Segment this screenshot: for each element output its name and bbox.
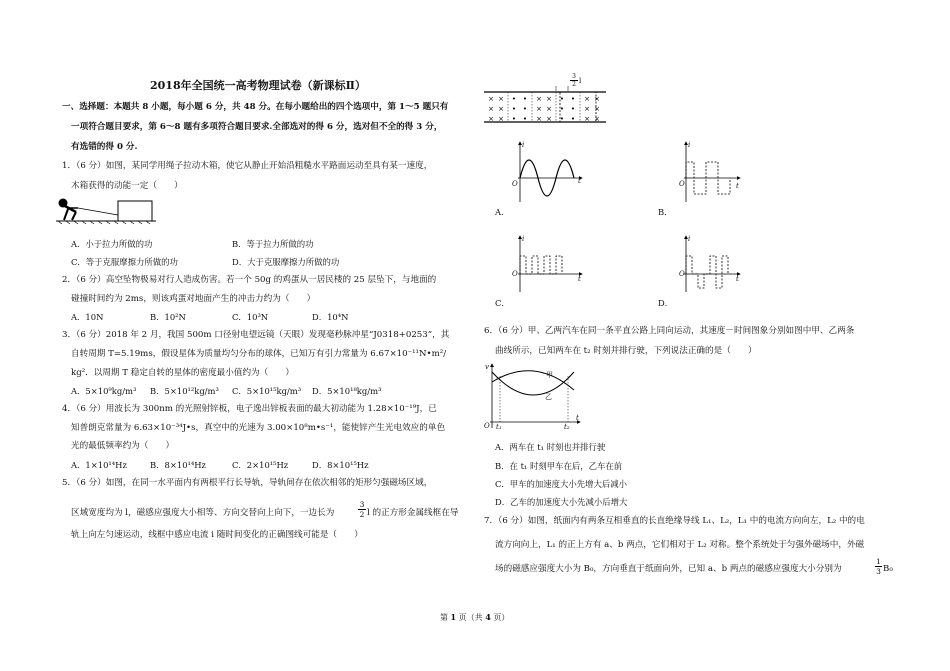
q3-line2: 自转周期 T=5.19ms，假设星体为质量均匀分布的球体，已知万有引力常量为 6.67×10⁻¹¹N•m²/ [71,349,447,359]
square-loop-icon [560,92,596,122]
q6-label-yi: 乙 [545,393,552,401]
graph-d-origin: O [679,270,685,278]
field-fraction-den: 2 [572,81,576,88]
q1-option-d: D．大于克服摩擦力所做的功 [232,257,340,267]
q1-line1: 1．（6 分）如图，某同学用绳子拉动木箱，使它从静止开始沿粗糙水平路面运动至具有某一速度， [62,161,433,171]
svg-text:×: × [546,105,552,113]
svg-text:×: × [488,105,494,113]
svg-text:×: × [498,105,504,113]
q6-axis-t: t [576,414,579,422]
svg-text:×: × [546,115,552,123]
q3-option-a: A．5×10⁹kg/m³ [71,386,137,396]
q6-option-a: A．两车在 t₁ 时刻也并排行驶 [495,442,606,452]
q3-option-b: B．5×10¹²kg/m³ [150,386,219,396]
svg-text:•: • [570,105,576,113]
q3-option-c: C．5×10¹⁵kg/m³ [232,386,302,396]
section1-line1: 一、选择题：本题共 8 小题，每小题 6 分，共 48 分。在每小题给出的四个选项中，第 1～5 题只有 [62,102,449,112]
svg-text:•: • [511,105,517,113]
q5-graph-d [676,234,742,294]
svg-text:×: × [546,95,552,103]
q6-line1: 6．（6 分）甲、乙两汽车在同一条平直公路上同向运动，其速度－时间图象分别如图中甲、乙两条 [484,326,855,336]
field-fraction-num: 3 [570,73,578,81]
graph-a-i-label: i [522,141,525,149]
jia-curve [492,371,574,390]
svg-text:•: • [511,95,517,103]
q5-option-c: C． [495,298,510,308]
box-icon [118,201,152,221]
q6-t2-label: t₂ [564,423,570,431]
q4-option-b: B．8×10¹⁴Hz [150,460,206,470]
section1-line3: 有选错的得 0 分. [71,142,138,152]
person-icon [59,199,79,221]
q7-line2: 流方向向上，L₁ 的正上方有 a、b 两点，它们相对于 L₂ 对称。整个系统处于匀强外磁场中，外磁 [495,540,865,550]
svg-text:×: × [536,95,542,103]
q2-option-d: D．10⁴N [312,312,349,322]
section1-line2: 一项符合题目要求，第 6～8 题有多项符合题目要求.全部选对的得 6 分，选对但不全的得 3 分， [71,122,443,132]
q1-option-c: C．等于克服摩擦力所做的功 [71,257,178,267]
q5-graph-a [508,140,584,204]
q4-line1: 4．（6 分）用波长为 300nm 的光照射锌板，电子逸出锌板表面的最大初动能为 1.28×10⁻¹⁹J，已 [62,404,437,414]
graph-d-i-label: i [688,235,691,243]
pulse-wave-c [520,256,562,274]
q5-option-a: A． [495,207,510,217]
svg-text:×: × [594,105,600,113]
q5-option-b: B． [658,207,673,217]
graph-a-origin: O [512,180,518,188]
svg-text:×: × [584,105,590,113]
q1-line2: 木箱获得的动能一定（ ） [71,181,183,191]
svg-text:•: • [559,95,565,103]
q4-option-a: A．1×10¹⁴Hz [71,460,127,470]
q5-graph-b [676,140,742,204]
q1-figure-person-pulling-box [56,196,156,224]
graph-d-t-label: t [736,275,739,283]
q7-line1: 7．（6 分）如图，纸面内有两条互相垂直的长直绝缘导线 L₁、L₂，L₁ 中的电流方向向左，L₂ 中的电 [484,516,865,526]
svg-text:×: × [536,115,542,123]
q3-line1: 3．（6 分）2018 年 2 月，我国 500m 口径射电望远镜（天眼）发现毫秒脉冲星“J0318+0253”，其 [62,330,450,340]
q5-line2-end: l 的正方形金属线框在导 [367,508,459,518]
svg-text:•: • [511,115,517,123]
graph-b-t-label: t [736,182,739,190]
q5-line2-start: 区域宽度均为 l，磁感应强度大小相等、方向交替向上向下，一边长为 [71,508,335,518]
svg-text:•: • [570,95,576,103]
q5-line3: 轨上向左匀速运动，线框中感应电流 i 随时间变化的正确图线可能是（ ） [71,530,363,540]
q1-option-a: A．小于拉力所做的功 [71,239,153,249]
field-figure-l-label: l [579,77,582,85]
rope-icon [78,208,118,215]
q6-label-jia: 甲 [546,371,553,379]
footer-prefix: 第 [440,613,448,622]
svg-text:•: • [559,105,565,113]
q4-line3: 光的最低频率约为（ ） [71,441,175,451]
graph-c-i-label: i [522,235,525,243]
paper-title: 2018年全国统一高考物理试卷（新课标Ⅱ） [150,79,366,92]
q1-option-b: B．等于拉力所做的功 [232,239,314,249]
q2-option-a: A．10N [71,312,104,322]
svg-text:•: • [522,105,528,113]
q6-option-b: B．在 t₁ 时刻甲车在后，乙车在前 [495,461,623,471]
svg-text:•: • [559,115,565,123]
graph-b-origin: O [679,180,685,188]
graph-a-t-label: t [578,177,581,185]
q6-option-c: C．甲车的加速度大小先增大后减小 [495,479,628,489]
q5-line1: 5．（6 分）如图，在同一水平面内有两根平行长导轨，导轨间存在依次相邻的矩形匀强磁场区域， [62,478,433,488]
graph-b-i-label: i [688,141,691,149]
q5-fraction [358,500,366,519]
q5-fraction-numerator: 3 [359,500,365,509]
svg-text:×: × [536,105,542,113]
field-symbols [488,95,600,123]
q7-fraction-numerator: 1 [876,557,881,566]
q5-graph-c [508,234,584,294]
svg-text:×: × [594,115,600,123]
q3-option-d: D．5×10¹⁸kg/m³ [312,386,382,396]
graph-c-t-label: t [578,275,581,283]
q4-option-d: D．8×10¹⁵Hz [312,460,369,470]
q2-line2: 碰撞时间约为 2ms，则该鸡蛋对地面产生的冲击力约为（ ） [71,294,316,304]
svg-text:•: • [570,115,576,123]
svg-text:×: × [584,115,590,123]
svg-text:•: • [522,95,528,103]
q7-fraction [875,557,882,576]
q7-line3-end: B₀ [883,564,893,574]
pulse-wave-d [686,256,728,288]
q5-magnetic-field-figure [484,86,606,128]
q6-line2: 曲线所示，已知两车在 t₂ 时刻并排行驶，下列说法正确的是（ ） [495,346,757,356]
q7-line3-start: 场的磁感应强度大小为 B₀，方向垂直于纸面向外，已知 a、b 两点的磁感应强度大小分别为 [495,564,842,574]
svg-text:×: × [498,115,504,123]
svg-text:×: × [594,95,600,103]
q3-line3: kg²．以周期 T 稳定自转的星体的密度最小值约为（ ） [71,368,295,378]
q2-option-b: B．10²N [150,312,186,322]
q6-t1-label: t₁ [496,423,502,431]
q5-option-d: D． [658,298,674,308]
footer-suffix: 页） [493,613,510,622]
q2-line1: 2．（6 分）高空坠物极易对行人造成伤害。若一个 50g 的鸡蛋从一居民楼的 25 层坠下，与地面的 [62,275,437,285]
graph-c-origin: O [512,270,518,278]
svg-text:×: × [584,95,590,103]
footer-mid: 页（共 [458,613,483,622]
footer-page-number: 1 [450,612,457,622]
q7-fraction-denominator: 3 [876,567,881,576]
page-footer [440,612,509,623]
svg-text:×: × [488,95,494,103]
q6-origin: O [484,422,490,430]
q6-axis-v: v [485,363,489,371]
q6-option-d: D．乙车的加速度大小先减小后增大 [495,497,628,507]
q4-line2: 知普朗克常量为 6.63×10⁻³⁴J•s，真空中的光速为 3.00×10⁸m•s⁻¹，能使锌产生光电效应的单色 [71,423,446,433]
footer-total-pages: 4 [485,612,491,622]
q2-option-c: C．10³N [232,312,269,322]
q5-fraction-denominator: 2 [359,510,365,519]
svg-text:×: × [488,115,494,123]
svg-text:•: • [522,115,528,123]
q6-velocity-time-figure [482,362,582,430]
q4-option-c: C．2×10¹⁵Hz [232,460,289,470]
svg-text:×: × [498,95,504,103]
